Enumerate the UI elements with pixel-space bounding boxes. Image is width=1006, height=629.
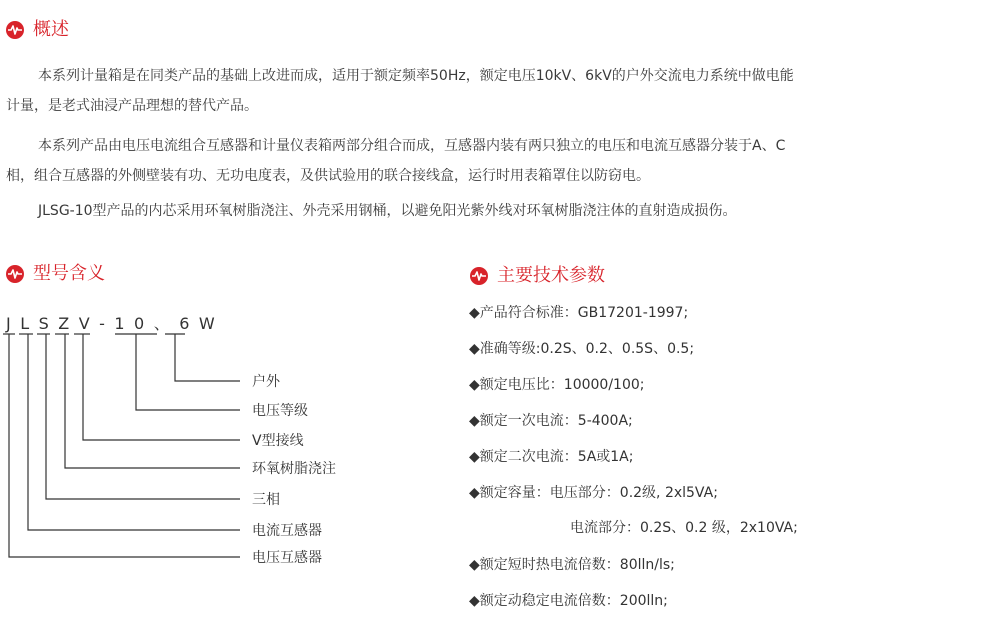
bullet-diamond-icon: ◆ xyxy=(469,593,480,609)
bullet-diamond-icon: ◆ xyxy=(469,413,480,429)
overview-title: 概述 xyxy=(33,19,69,40)
model-heading xyxy=(6,262,105,286)
specs-title: 主要技术参数 xyxy=(497,265,605,286)
model-label-outdoor: 户外 xyxy=(252,374,280,390)
spec-item: ◆额定容量：电压部分：0.2级, 2xl5VA; xyxy=(469,485,718,501)
bullet-diamond-icon: ◆ xyxy=(469,449,480,465)
model-code: J L S Z V - 1 0 、 6 W xyxy=(6,314,217,333)
spec-item: ◆额定一次电流：5-400A; xyxy=(469,413,633,429)
bullet-diamond-icon: ◆ xyxy=(469,305,480,321)
specs-heading xyxy=(470,264,605,288)
model-label-current-transformer: 电流互感器 xyxy=(252,523,322,539)
overview-heading xyxy=(6,18,69,42)
heartbeat-icon xyxy=(6,265,24,283)
overview-paragraph-2-line-2: 相，组合互感器的外侧壁装有功、无功电度表，及供试验用的联合接线盒，运行时用表箱罩住以防窃电。 xyxy=(6,168,650,184)
model-label-three-phase: 三相 xyxy=(252,492,280,508)
model-label-epoxy-cast: 环氧树脂浇注 xyxy=(252,461,336,477)
spec-item-continuation: 电流部分：0.2S、0.2 级，2x10VA; xyxy=(570,520,798,536)
model-label-v-wiring: V型接线 xyxy=(252,433,304,449)
model-label-voltage-level: 电压等级 xyxy=(252,403,308,419)
bullet-diamond-icon: ◆ xyxy=(469,557,480,573)
spec-item: ◆准确等级:0.2S、0.2、0.5S、0.5; xyxy=(469,341,695,357)
spec-item: ◆额定二次电流：5A或1A; xyxy=(469,449,634,465)
bullet-diamond-icon: ◆ xyxy=(469,377,480,393)
heartbeat-icon xyxy=(6,21,24,39)
spec-item: ◆额定动稳定电流倍数：200lln; xyxy=(469,593,668,609)
model-title: 型号含义 xyxy=(33,263,105,284)
spec-item: ◆额定电压比：10000/100; xyxy=(469,377,645,393)
heartbeat-icon xyxy=(470,267,488,285)
bullet-diamond-icon: ◆ xyxy=(469,341,480,357)
model-label-voltage-transformer: 电压互感器 xyxy=(252,550,322,566)
spec-item: ◆产品符合标准：GB17201-1997; xyxy=(469,305,689,321)
overview-paragraph-2-line-1: 本系列产品由电压电流组合互感器和计量仪表箱两部分组合而成，互感器内装有两只独立的电压和电流互感器分装于A、C xyxy=(38,138,786,154)
overview-paragraph-1-line-1: 本系列计量箱是在同类产品的基础上改进而成，适用于额定频率50Hz，额定电压10kV、6kV的户外交流电力系统中做电能 xyxy=(38,68,794,84)
overview-paragraph-3-line-1: JLSG-10型产品的内芯采用环氧树脂浇注、外壳采用钢桶，以避免阳光紫外线对环氧树脂浇注体的直射造成损伤。 xyxy=(38,203,737,219)
spec-item: ◆额定短时热电流倍数：80lln/ls; xyxy=(469,557,675,573)
model-breakdown-diagram xyxy=(0,330,250,570)
overview-paragraph-1-line-2: 计量，是老式油浸产品理想的替代产品。 xyxy=(6,98,258,114)
bullet-diamond-icon: ◆ xyxy=(469,485,480,501)
